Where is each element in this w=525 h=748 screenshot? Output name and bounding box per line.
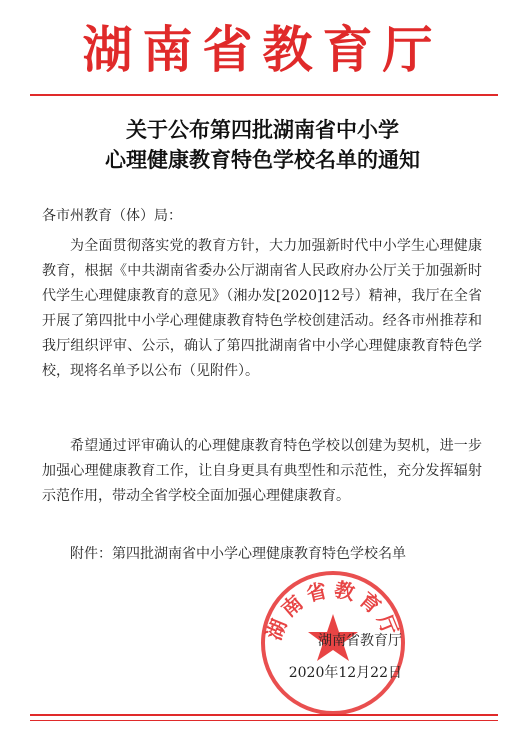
signature-date: 2020年12月22日: [288, 665, 402, 681]
document-title-line2: 心理健康教育特色学校名单的通知: [105, 147, 420, 172]
body-paragraph-2: 希望通过评审确认的心理健康教育特色学校以创建为契机，进一步加强心理健康教育工作，让自身更具有典型性和示范性，充分发挥辐射示范作用，带动全省学校全面加强心理健康教育。: [42, 438, 482, 504]
agency-header-title: 湖南省教育厅: [82, 21, 443, 79]
attachment-line: 附件：第四批湖南省中小学心理健康教育特色学校名单: [70, 546, 406, 562]
document-title-line1: 关于公布第四批湖南省中小学: [126, 117, 399, 142]
addressee: 各市州教育（体）局：: [42, 208, 182, 224]
body-paragraph-1: 为全面贯彻落实党的教育方针，大力加强新时代中小学生心理健康教育，根据《中共湖南省委办公厅湖南省人民政府办公厅关于加强新时代学生心理健康教育的意见》（湘办发[2020]12号）精神，我厅在全省开展了第四批中小学心理健康教育特色学校创建活动。经各市州推荐和我厅组织评审、公示，确认了第四批湖南省中小学心理健康教育特色学校，现将名单予以公布（见附件）。: [42, 238, 482, 379]
footer-divider-thin: [30, 720, 498, 721]
signature-organization: 湖南省教育厅: [318, 633, 402, 649]
header-divider: [30, 94, 498, 96]
footer-divider-thick: [30, 714, 498, 716]
seal-text: 湖南省教育厅: [261, 577, 405, 644]
